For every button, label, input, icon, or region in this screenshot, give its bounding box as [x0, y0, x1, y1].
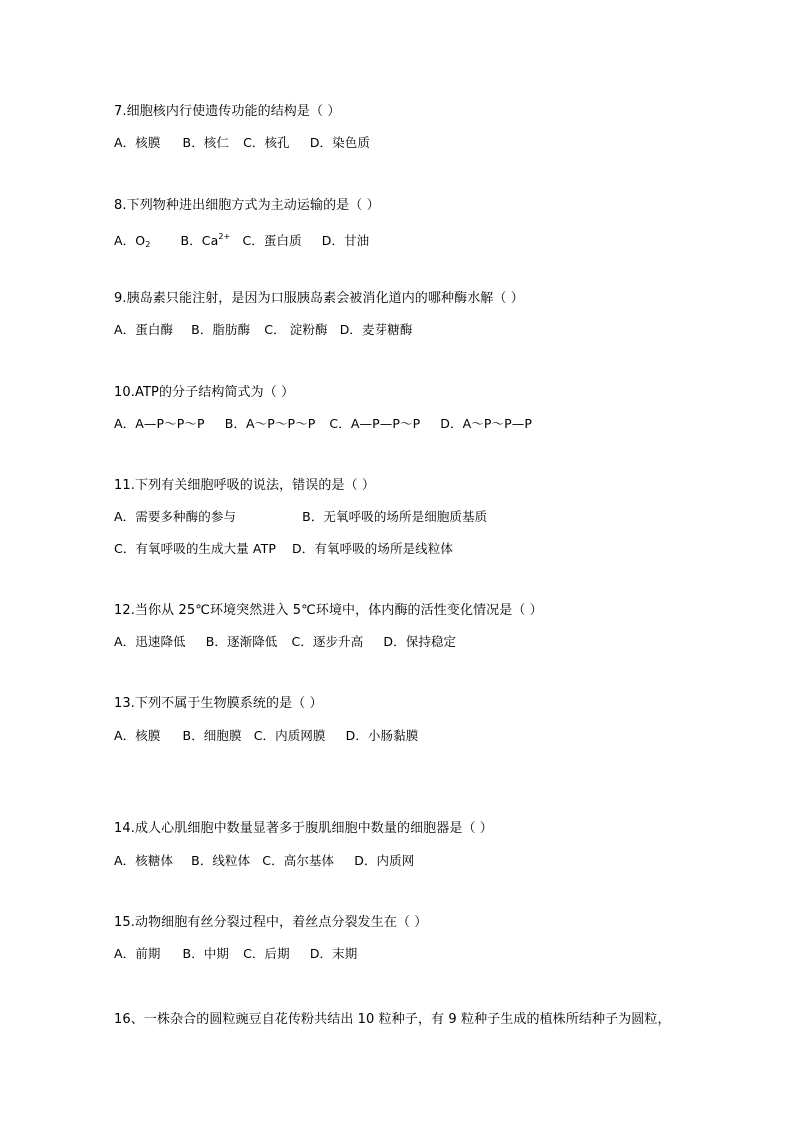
question-11-stem: 11.下列有关细胞呼吸的说法，错误的是（ ）: [114, 478, 376, 493]
option-a-subscript: 2: [145, 240, 151, 249]
option-c: C．核孔: [243, 135, 290, 150]
option-c: C．有氧呼吸的生成大量 ATP: [114, 541, 276, 556]
question-14-stem: 14.成人心肌细胞中数量显著多于腹肌细胞中数量的细胞器是（ ）: [114, 821, 493, 836]
option-a: A．A—P～P～P: [114, 416, 205, 431]
option-d: D．麦芽糖酶: [339, 322, 413, 337]
question-7-options: [114, 134, 370, 152]
option-b-superscript: 2+: [218, 232, 231, 241]
question-9-options: [114, 321, 412, 339]
option-b: B．Ca: [180, 233, 219, 248]
question-8-stem: 8.下列物种进出细胞方式为主动运输的是（ ）: [114, 198, 380, 213]
option-a: A．需要多种酶的参与: [114, 509, 237, 524]
question-7-stem: 7.细胞核内行使遗传功能的结构是（ ）: [114, 104, 341, 119]
option-d: D．内质网: [354, 853, 415, 868]
option-a: A．核膜: [114, 135, 161, 150]
question-10-stem: 10.ATP的分子结构简式为（ ）: [114, 385, 295, 400]
question-12-stem: 12.当你从 25℃环境突然进入 5℃环境中，体内酶的活性变化情况是（ ）: [114, 603, 543, 618]
option-b: B．核仁: [182, 135, 230, 150]
option-c: C．A—P—P～P: [329, 416, 421, 431]
question-13-stem: 13.下列不属于生物膜系统的是（ ）: [114, 696, 323, 711]
question-15-options: [114, 945, 357, 963]
question-10-options: [114, 415, 532, 433]
option-d: D．染色质: [309, 135, 370, 150]
option-a: A．前期: [114, 946, 161, 961]
question-12-options: [114, 633, 456, 651]
question-16-stem: 16、一株杂合的圆粒豌豆自花传粉共结出 10 粒种子，有 9 粒种子生成的植株所结种子为圆粒，: [114, 1012, 671, 1027]
option-b: B．线粒体: [191, 853, 251, 868]
question-11-options-row-2: [114, 540, 453, 558]
question-8-options: [114, 228, 369, 254]
option-b: B．逐渐降低: [205, 634, 278, 649]
option-b: B．细胞膜: [182, 728, 242, 743]
option-d: D．保持稳定: [383, 634, 457, 649]
option-c: C．后期: [243, 946, 290, 961]
option-d: D．有氧呼吸的场所是线粒体: [292, 541, 453, 556]
option-c: C．高尔基体: [262, 853, 335, 868]
option-a: A．O: [114, 233, 146, 248]
option-a: A．核糖体: [114, 853, 174, 868]
option-a: A．迅速降低: [114, 634, 186, 649]
question-13-options: [114, 727, 418, 745]
option-b: B．中期: [182, 946, 230, 961]
option-b: B．脂肪酶: [191, 322, 251, 337]
option-a: A．蛋白酶: [114, 322, 174, 337]
option-c: C． 淀粉酶: [264, 322, 328, 337]
option-c: C．逐步升高: [291, 634, 364, 649]
question-11-options-row-1: [114, 508, 487, 526]
option-d: D．末期: [309, 946, 358, 961]
option-d: D．甘油: [321, 233, 370, 248]
option-d: D．小肠黏膜: [345, 728, 419, 743]
question-9-stem: 9.胰岛素只能注射，是因为口服胰岛素会被消化道内的哪种酶水解（ ）: [114, 291, 524, 306]
option-a: A．核膜: [114, 728, 161, 743]
option-c: C．蛋白质: [242, 233, 302, 248]
option-d: D．A～P～P—P: [440, 416, 532, 431]
option-b: B．A～P～P～P: [224, 416, 316, 431]
question-15-stem: 15.动物细胞有丝分裂过程中，着丝点分裂发生在（ ）: [114, 915, 428, 930]
question-14-options: [114, 852, 414, 870]
option-b: B．无氧呼吸的场所是细胞质基质: [302, 509, 488, 524]
option-c: C．内质网膜: [253, 728, 326, 743]
